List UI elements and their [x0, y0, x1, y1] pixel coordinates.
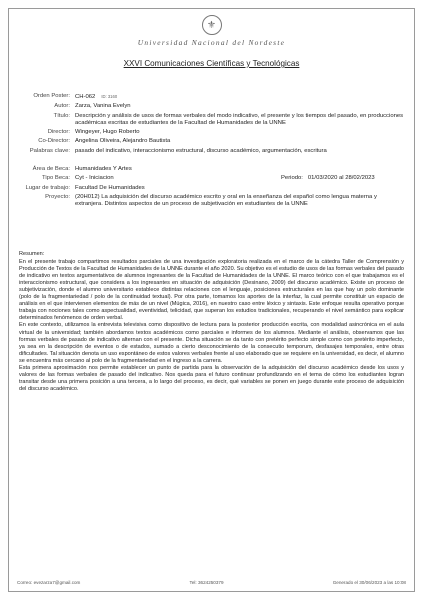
value-autor: Zarza, Vanina Evelyn	[75, 103, 131, 110]
congress-title: XXVI Comunicaciones Científicas y Tecnológicas	[123, 59, 300, 68]
row-area-beca	[9, 166, 414, 173]
value-palabras-clave: pasado del indicativo, interaccionismo estructural, discurso académico, argumentación, escritura	[75, 147, 327, 154]
label-autor: Autor:	[54, 103, 70, 110]
periodo	[281, 175, 375, 182]
label-lugar-trabajo: Lugar de trabajo:	[25, 184, 70, 191]
abstract-paragraph: Esta primera aproximación nos permite establecer un punto de partida para la observación de la adquisición del discurso académico desde los usos y valores de las formas verbales de pasado del indicativo. Nos queda para el futuro continuar profundizando en el tema de cómo los estudiantes logran transitar desde una primera posición a una tercera, a lo largo del proceso, es decir, qué variables se ponen en juego durante este proceso de adquisición del discurso académico.	[19, 364, 404, 392]
abstract	[19, 251, 404, 393]
value-lugar-trabajo: Facultad De Humanidades	[75, 184, 145, 191]
poster-metadata	[9, 93, 414, 211]
row-tipo-beca	[9, 175, 414, 182]
value-periodo: 01/03/2020 al 28/02/2023	[307, 175, 375, 182]
value-titulo: Descripción y análisis de usos de formas verbales del modo indicativo, el presente y los tiempos del pasado, en producciones académicas escritas de estudiantes de la Facultad de Humanidades de la UNNE	[75, 112, 404, 126]
row-director	[9, 129, 414, 136]
value-director: Wingeyer, Hugo Roberto	[75, 129, 140, 136]
value-proyecto: (20H012) La adquisición del discurso académico escrito y oral en la enseñanza del español como lengua materna y extranjera. Distintos aspectos de un proceso de subjetivación en estudiantes de la UNNE	[75, 193, 377, 208]
value-tipo-beca: Cyt - Iniciacion	[75, 175, 114, 182]
university-name: Universidad Nacional del Nordeste	[137, 38, 286, 47]
abstract-paragraph: En este contexto, utilizamos la entrevista televisiva como dispositivo de lectura para la posterior producción escrita, con modalidad asincrónica en el aula virtual de la universidad; también abordamos textos académicos como parciales e informes de los alumnos. Mediante el análisis, observamos que las formas verbales de pasado de indicativo alternan con el presente. Dicha situación se da tanto con pretérito perfecto simple como con pretérito imperfecto, ya sea en la descripción de eventos o de estados, sumado a cierto desconocimiento de la consecutio temporum, desfasajes temporales, entre otras dificultades. Tal situación denota un uso espontáneo de estos valores verbales frente al uso elaborado que se requiere en la universidad, es decir, el alumno se encuentra más cercano al polo de la fragmentariedad en el ingreso a la carrera.	[19, 322, 404, 364]
label-director: Director:	[47, 129, 70, 136]
footer	[17, 580, 406, 585]
footer-email: Correo: evezarza7@gmail.com	[17, 580, 81, 585]
footer-generated: Generado el 30/06/2023 a las 10:08	[332, 580, 406, 585]
row-codirector	[9, 138, 414, 145]
poster-id: ID: 3160	[101, 94, 118, 99]
value-area-beca: Humanidades Y Artes	[75, 166, 132, 173]
label-codirector: Co-Director:	[38, 138, 70, 145]
university-seal-icon: ⚜	[202, 15, 222, 35]
row-titulo	[9, 113, 414, 128]
label-tipo-beca: Tipo Beca:	[42, 175, 70, 182]
header	[9, 9, 414, 68]
label-titulo: Título:	[53, 112, 70, 119]
label-area-beca: Área de Beca:	[32, 166, 70, 173]
label-periodo: Periodo:	[281, 175, 303, 182]
abstract-title: Resumen:	[19, 251, 45, 257]
label-palabras-clave: Palabras clave:	[29, 147, 70, 154]
value-orden-poster: CH-062	[75, 94, 96, 100]
row-orden-poster	[9, 93, 414, 101]
row-palabras-clave	[9, 148, 414, 155]
value-codirector: Angelina Oliveira, Alejandro Bautista	[75, 138, 171, 145]
label-proyecto: Proyecto:	[45, 193, 70, 200]
label-orden-poster: Orden Poster:	[33, 93, 70, 99]
row-lugar-trabajo	[9, 185, 414, 192]
row-autor	[9, 103, 414, 110]
row-proyecto	[9, 194, 414, 209]
document-page	[8, 8, 415, 592]
abstract-paragraph: En el presente trabajo compartimos resultados parciales de una investigación exploratoria realizada en el marco de la cátedra Taller de Comprensión y Producción de Textos de la Facultad de Humanidades de la UNNE durante el año 2020. Su objetivo es el estudio de usos de las formas verbales del pasado de indicativo en textos argumentativos de alumnos ingresantes de la Facultad de Humanidades de la UNNE. El marco teórico con el que trabajamos es el interaccionismo estructural, que considera a los ingresantes en situación de adquisición (Desinano, 2009) del discurso académico. Existe un proceso de subjetivización, donde el alumno universitario establece distintas relaciones con el lenguaje, posiciones estructurales en las que hay un polo dominante (polo de la fragmentariedad / polo de la continuidad textual). Por otra parte, tomamos los aportes de la interfaz, la cual permite constituir un espacio de análisis en el que intervienen elementos de más de un nivel (Múgica, 2016), en nuestro caso entre léxico y sintaxis. Este enfoque resulta operativo porque trabaja con nociones tales como aspectualidad, eventividad, telicidad, que superan los estudios tradicionales, recuperando el nivel semántico para explicar determinados fenómenos de orden verbal.	[19, 259, 404, 322]
footer-phone: Tel: 3624250379	[189, 580, 224, 585]
